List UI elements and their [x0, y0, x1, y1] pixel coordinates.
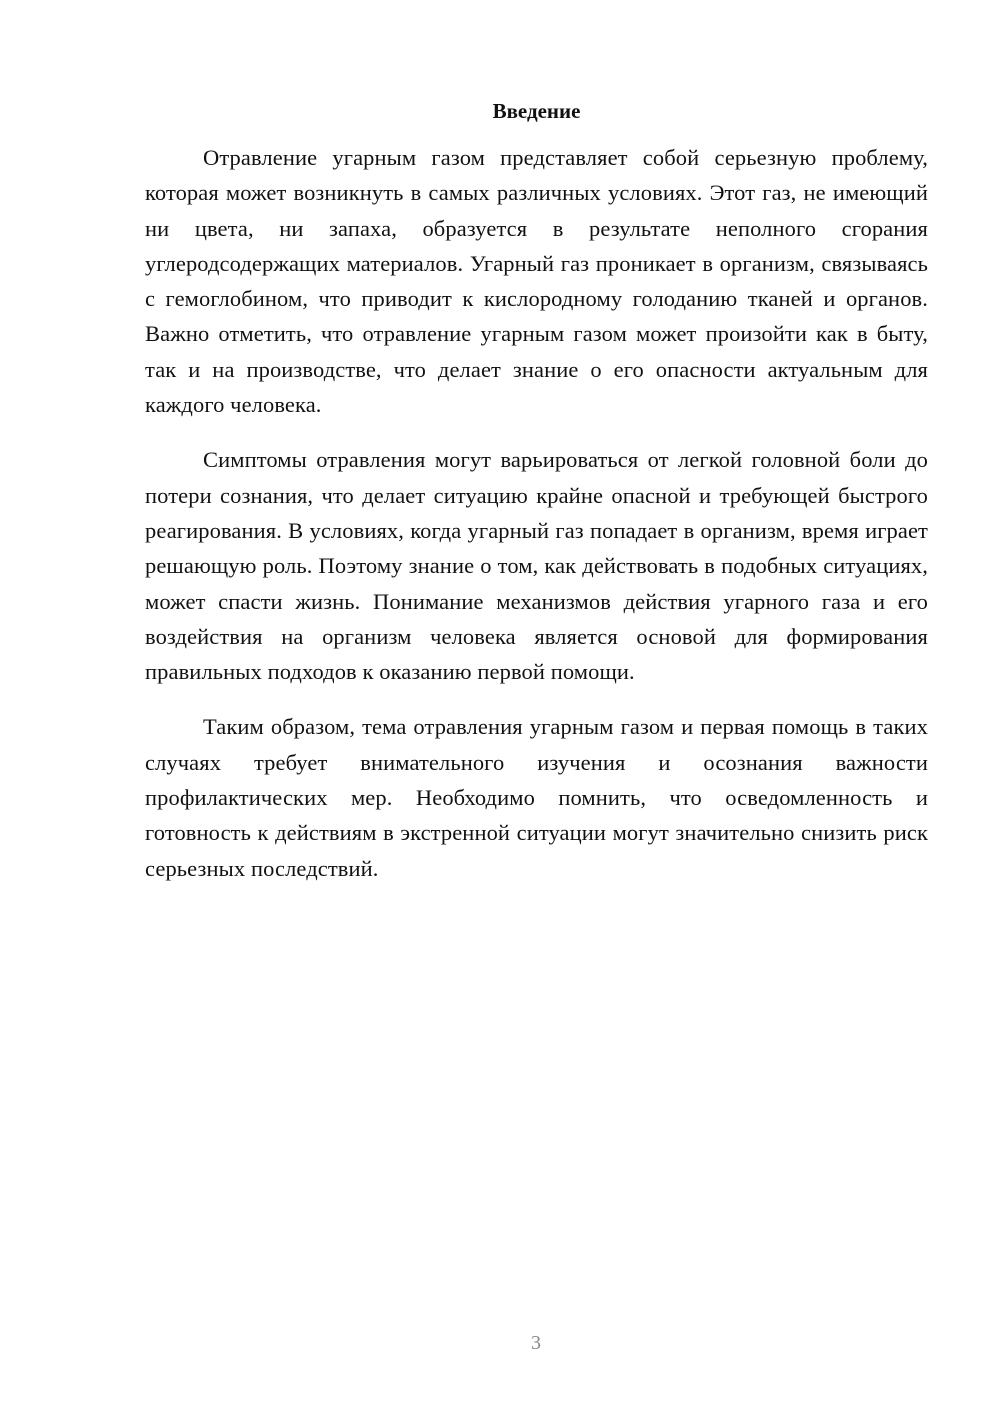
section-title: Введение — [492, 99, 581, 123]
paragraph-2: Симптомы отравления могут варьироваться от легкой головной боли до потери сознания, что делает ситуацию крайне опасной и требующей быстрого реагирования. В условиях, когда угарный газ попадает в организм, время играет решающую роль. Поэтому знание о том, как действовать в подобных ситуациях, может спасти жизнь. Понимание механизмов действия угарного газа и его воздействия на организм человека является основой для формирования правильных подходов к оказанию первой помощи. — [145, 447, 928, 685]
paragraph-3: Таким образом, тема отравления угарным газом и первая помощь в таких случаях требует внимательного изучения и осознания важности профилактических мер. Необходимо помнить, что осведомленность и готовность к действиям в экстренной ситуации могут значительно снизить риск серьезных последствий. — [145, 714, 928, 881]
paragraph-1: Отравление угарным газом представляет собой серьезную проблему, которая может возникнуть в самых различных условиях. Этот газ, не имеющий ни цвета, ни запаха, образуется в результате неполного сгорания углеродсодержащих материалов. Угарный газ проникает в организм, связываясь с гемоглобином, что приводит к кислородному голоданию тканей и органов. Важно отметить, что отравление угарным газом может произойти как в быту, так и на производстве, что делает знание о его опасности актуальным для каждого человека. — [145, 145, 928, 418]
page-number: 3 — [531, 1332, 541, 1354]
page-content — [145, 96, 928, 906]
